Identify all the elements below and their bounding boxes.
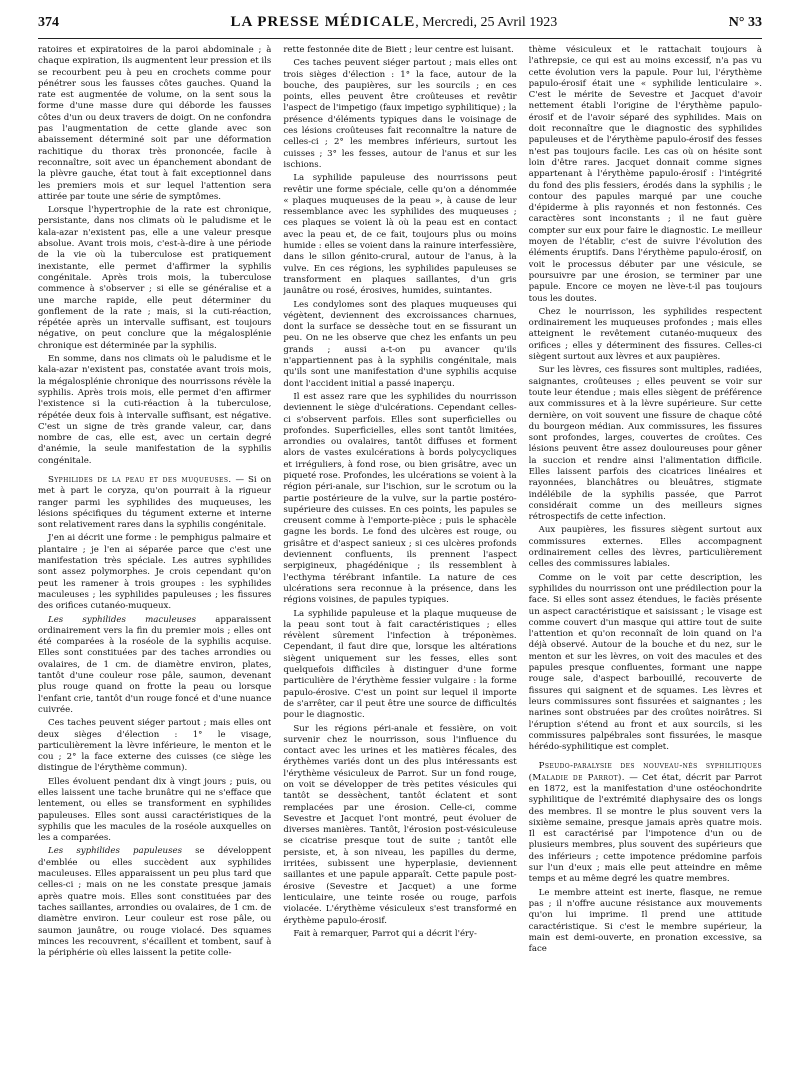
paragraph-text: Elles évoluent pendant dix à vingt jours ; puis, ou elles laissent une tache brunâtre qui ne s'efface que lentement, ou elles se transforment en syphilides papuleuses. Elles sont aussi caractéristiques de la syphilis que les macules de la roséole auxquelles on les a comparées. [38,776,272,844]
issue-date: , Mercredi, 25 Avril 1923 [415,15,558,30]
paragraph [283,929,516,940]
paragraph [529,525,762,570]
text-columns [38,45,762,1075]
paragraph [38,475,271,531]
paragraph [38,615,271,717]
paragraph-text: — Si on met à part le coryza, qu'on pourrait à la rigueur ranger parmi les syphilides des muqueuses, les lésions spécifiques du tégument externe et interne sont relativement rares dans la syphilis congénitale. [38,474,272,531]
paragraph [38,205,271,352]
paragraph [38,718,271,774]
paragraph-text: Il est assez rare que les syphilides du nourrisson deviennent le siège d'ulcérations. Cependant celles-ci s'observent parfois. Elles sont superficielles ou profondes. Superficielles, elles sont tantôt limitées, arrondies ou ovalaires, tantôt diffuses et forment alors de vastes exulcérations à bords polycycliques et irréguliers, à fond rose, ou bien grisâtre, avec un piqueté rose. Profondes, les ulcérations se voient à la région péri-anale, sur l'ischion, sur le scrotum ou la partie postérieure de la vulve, sur la partie postéro-supérieure des cuisses. En ces points, les papules se creusent comme à l'emporte-pièce ; puis le sphacèle gagne les bords. Le fond des ulcères est rouge, ou grisâtre et d'aspect sanieux ; si ces ulcères profonds deviennent confluents, ils prennent l'aspect serpigineux, phagédénique ; ils ressemblent à l'ecthyma térébrant infantile. La nature de ces ulcérations sera reconnue à la présence, dans les régions voisines, de papules typiques. [283,391,517,606]
paragraph-text: Lorsque l'hypertrophie de la rate est chronique, persistante, dans nos climats où le paludisme et le kala-azar n'existent pas, elle a une valeur presque absolue. Avant trois mois, c'est-à-dire à une période de la vie où la tuberculose est pratiquement inexistante, elle permet d'affirmer la syphilis congénitale. Après trois mois, la tuberculose commence à s'observer ; si elle se généralise et a une marche rapide, elle peut déterminer du gonflement de la rate ; mais, si la cuti-réaction, répétée après un intervalle suffisant, est toujours négative, on peut conclure que la mégalosplénie chronique est déterminée par la syphilis. [38,205,272,351]
paragraph [529,307,762,363]
paragraph-text: se développent d'emblée ou elles succèdent aux syphilides maculeuses. Elles apparaissent un peu plus tard que celles-ci ; mais on ne les constate presque jamais après quatre mois. Elles sont constituées par des taches saillantes, arrondies ou ovalaires, de 1 cm. de diamètre environ. Leur couleur est rose pâle, ou saumon jaunâtre, ou rouge violacé. Des squames minces les recouvrent, s'écaillent et tombent, sauf à la périphérie où elles laissent la petite colle- [38,846,272,959]
paragraph [529,888,762,956]
paragraph [38,45,271,203]
paragraph-text: Aux paupières, les fissures siègent surtout aux commissures externes. Elles accompagnent ordinairement celles des lèvres, particulièrement celles des commissures labiales. [528,525,762,570]
paragraph [283,58,516,171]
paragraph [529,573,762,754]
paragraph-text: Ces taches peuvent siéger partout ; mais elles ont trois sièges d'élection : 1° la face, autour de la bouche, des paupières, sur les sourcils ; en ces points, elles peuvent être croûteuses et revêtir l'aspect de l'impetigo (faux impetigo syphilitique) ; la présence d'éléments typiques dans le voisinage de ces lésions croûteuses fait reconnaître la nature de celles-ci ; 2° les membres inférieurs, surtout les cuisses ; 3° les fesses, autour de l'anus et sur les ischions. [283,58,517,170]
page-number: 374 [38,15,59,30]
paragraph [529,365,762,523]
paragraph-text: Sur les régions péri-anale et fessière, on voit survenir chez le nourrisson, sous l'influence du contact avec les urines et les matières fécales, des érythèmes variés dont un des plus intéressants est l'érythème vésiculeux de Parrot. Sur un fond rouge, on voit se développer de très petites vésicules qui tantôt se dessèchent, tantôt éclatent et sont remplacées par une érosion. Celle-ci, comme Sevestre et Jacquet l'ont montré, peut évoluer de diverses manières. Tantôt, l'érosion post-vésiculeuse se cicatrise presque tout de suite ; tantôt elle persiste, et, à son niveau, les papilles du derme, irritées, subissent une hyperplasie, deviennent saillantes et une papule apparaît. Cette papule post-érosive (Sevestre et Jacquet) a une forme lenticulaire, une teinte rosée ou rouge, parfois violacée. L'érythème vésiculeux s'est transformé en érythème papulo-érosif. [283,723,517,926]
paragraph [283,392,516,607]
paragraph-text: En somme, dans nos climats où le paludisme et le kala-azar n'existent pas, constatée avant trois mois, la mégalosplénie chronique des nourrissons révèle la syphilis. Après trois mois, elle permet d'en affirmer l'existence si la cuti-réaction à la tuberculose, répétée deux fois à intervalle suffisant, est négative. C'est un signe de très grande valeur, car, dans nombre de cas, elle est, avec un certain degré d'anémie, la seule manifestation de la syphilis congénitale. [38,354,272,466]
paragraph [38,533,271,612]
paragraph [38,846,271,959]
paragraph [283,609,516,722]
paragraph [283,45,516,56]
page-header [38,14,762,39]
paragraph [529,45,762,305]
paragraph-text: rette festonnée dite de Biett ; leur centre est luisant. [283,45,514,55]
paragraph-text: ratoires et expiratoires de la paroi abdominale ; à chaque expiration, ils augmentent leur pression et ils se recourbent peu à peu en crochets comme pour pénétrer sous les fausses côtes gauches. Quand la rate est augmentée de volume, on la sent sous la forme d'une masse dure qui déborde les fausses côtes d'un ou deux travers de doigt. On ne confondra pas l'augmentation de cette glande avec son abaissement déterminé soit par une déformation rachitique du thorax très prononcée, facile à reconnaître, soit avec un épanchement abondant de la plèvre gauche, état tout à fait exceptionnel dans les premiers mois et sur lequel l'attention sera attirée par toute une série de symptômes. [38,45,272,202]
paragraph-text: Le membre atteint est inerte, flasque, ne remue pas ; il n'offre aucune résistance aux mouvements qu'on lui imprime. Il prend une attitude caractéristique. Si c'est le membre supérieur, la main est demi-ouverte, en pronation excessive, sa face [528,887,762,955]
paragraph [283,173,516,297]
paragraph-text: Les condylomes sont des plaques muqueuses qui végètent, deviennent des excroissances charnues, dont la surface se dessèche tout en se fissurant un peu. On ne les observe que chez les enfants un peu grands ; aussi a-t-on pu avancer qu'ils n'appartiennent pas à la syphilis congénitale, mais qu'ils sont une manifestation d'une syphilis acquise dont l'accident initial a passé inaperçu. [283,299,517,389]
paragraph-lead: Pseudo-paralysie des nouveau-nés syphilitiques (Maladie de Parrot). [528,761,762,783]
paragraph-text: thème vésiculeux et le rattachait toujours à l'athrepsie, ce qui est au moins excessif, n'a pas vu cette évolution vers la papule. Pour lui, l'érythème papulo-érosif était une « syphilide lenticulaire ». C'est le mérite de Sevestre et Jacquet d'avoir nettement établi l'origine de l'érythème papulo-érosif et de l'avoir séparé des syphilides. Mais on doit reconnaître que le diagnostic des syphilides papuleuses et de l'érythème papulo-érosif des fesses n'est pas toujours facile. Les cas où on hésite sont loin d'être rares. Jacquet donnait comme signes appartenant à l'érythème papulo-érosif : l'intégrité du fond des plis fessiers, érodés dans la syphilis ; le contour des papules marqué par une couche d'épiderme à plis rayonnés et non festonnés. Ces caractères sont inconstants ; il ne faut guère compter sur eux pour faire le diagnostic. Le meilleur moyen de l'établir, c'est de suivre l'évolution des éléments éruptifs. Dans l'érythème papulo-érosif, on voit le processus débuter par une vésicule, se poursuivre par une érosion, se terminer par une papule. Encore ce moyen ne lève-t-il pas toujours tous les doutes. [528,45,762,304]
paragraph-lead: Syphilides de la peau et des muqueuses. [48,474,232,485]
paragraph [38,354,271,467]
paragraph-text: La syphilide papuleuse des nourrissons peut revêtir une forme spéciale, celle qu'on a dénommée « plaques muqueuses de la peau », à cause de leur ressemblance avec les syphilides des muqueuses ; ces plaques se voient là où la peau est en contact avec la peau et, de ce fait, toujours plus ou moins humide : elles se voient dans la rainure interfessière, dans le sillon génito-crural, autour de l'anus, à la vulve. En ces régions, les syphilides papuleuses se transforment en plaques saillantes, d'un gris jaunâtre ou rosé, érosives, humides, suintantes. [283,173,517,297]
text-column-1 [38,45,271,1075]
paragraph-text: Chez le nourrisson, les syphilides respectent ordinairement les muqueuses profondes ; mais elles atteignent le revêtement cutanéo-muqueux des orifices ; elles y déterminent des fissures. Celles-ci siègent surtout aux lèvres et aux paupières. [528,306,762,363]
paragraph-text: Sur les lèvres, ces fissures sont multiples, radiées, saignantes, croûteuses ; elles peuvent se voir sur toute leur étendue ; mais elles siègent de préférence aux commissures et à la lèvre supérieure. Sur cette dernière, on voit souvent une fissure de chaque côté du bourgeon médian. Aux commissures, les fissures sont profondes, larges, couvertes de croûtes. Ces lésions peuvent être assez douloureuses pour gêner la succion et rendre ainsi l'alimentation difficile. Elles laissent parfois des cicatrices linéaires et rayonnées, blanchâtres ou bleuâtres, stigmate indélébile de la syphilis passée, que Parrot considérait comme un des meilleurs signes rétrospectifs de cette infection. [528,365,762,523]
text-column-2 [283,45,516,1075]
journal-name: LA PRESSE MÉDICALE [230,14,416,30]
paragraph [283,724,516,927]
paragraph [38,777,271,845]
paragraph [529,761,762,885]
paragraph-text: — Cet état, décrit par Parrot en 1872, est la manifestation d'une ostéochondrite syphilitique de l'extrémité diaphysaire des os longs des membres. Il se montre le plus souvent vers la sixième semaine, presque jamais après quatre mois. Il est caractérisé par l'impotence d'un ou de plusieurs membres, plus souvent des supérieurs que des inférieurs ; cette impotence prédomine parfois sur l'un d'eux ; mais elle peut atteindre en même temps et au même degré les quatre membres. [528,772,762,885]
paragraph-text: Fait à remarquer, Parrot qui a décrit l'éry- [293,928,477,939]
paragraph-text: Ces taches peuvent siéger partout ; mais elles ont deux sièges d'élection : 1° le visage, particulièrement la lèvre inférieure, le menton et le cou ; 2° la face externe des cuisses (ce siège les distingue de l'érythème commun). [38,718,272,774]
header-title [59,14,729,31]
paragraph-lead: Les syphilides papuleuses [48,846,182,857]
paragraph-text: apparaissent ordinairement vers la fin du premier mois ; elles ont été comparées à la roséole de la syphilis acquise. Elles sont constituées par des taches arrondies ou ovalaires, de 1 cm. de diamètre environ, plates, tantôt d'une couleur rose pâle, saumon, devenant plus rouge quand on frotte la peau ou lorsque l'enfant crie, tantôt d'un rouge foncé et d'une nuance cuivrée. [38,614,272,715]
paragraph [283,300,516,390]
paragraph-text: Comme on le voit par cette description, les syphilides du nourrisson ont une prédilection pour la face. Si elles sont assez étendues, le faciès présente un aspect caractéristique et saisissant ; le visage est comme couvert d'un masque qui attire tout de suite l'attention et qu'on reconnaît de loin quand on l'a déjà observé. Autour de la bouche et du nez, sur le menton et sur les lèvres, on voit des macules et des papules presque confluentes, formant une nappe rouge sale, d'aspect barbouillé, recouverte de fissures qui saignent et de squames. Les lèvres et leurs commissures sont fissurées et saignantes ; les narines sont obstruées par des croûtes noirâtres. Si l'éruption s'étend au front et aux sourcils, si les commissures palpébrales sont fissurées, le masque hérédo-syphilitique est complet. [528,572,762,753]
issue-number: N° 33 [728,15,762,30]
paragraph-lead: Les syphilides maculeuses [48,614,197,625]
text-column-3 [529,45,762,1075]
paragraph-text: J'en ai décrit une forme : le pemphigus palmaire et plantaire ; je l'en ai séparée parce que c'est une manifestation très spéciale. Les autres syphilides sont assez polymorphes. Je crois cependant qu'on peut les ramener à trois groupes : les syphilides maculeuses ; les syphilides papuleuses ; les fissures des orifices cutanéo-muqueux. [38,533,272,612]
paragraph-text: La syphilide papuleuse et la plaque muqueuse de la peau sont tout à fait caractéristiques ; elles révèlent sûrement l'infection à tréponèmes. Cependant, il faut dire que, lorsque les altérations siègent uniquement sur les fesses, elles sont quelquefois difficiles à distinguer d'une forme particulière de l'érythème fessier vulgaire : la forme papulo-érosive. C'est un point sur lequel il importe de s'arrêter, car il peut être une source de difficultés pour le diagnostic. [283,608,517,721]
